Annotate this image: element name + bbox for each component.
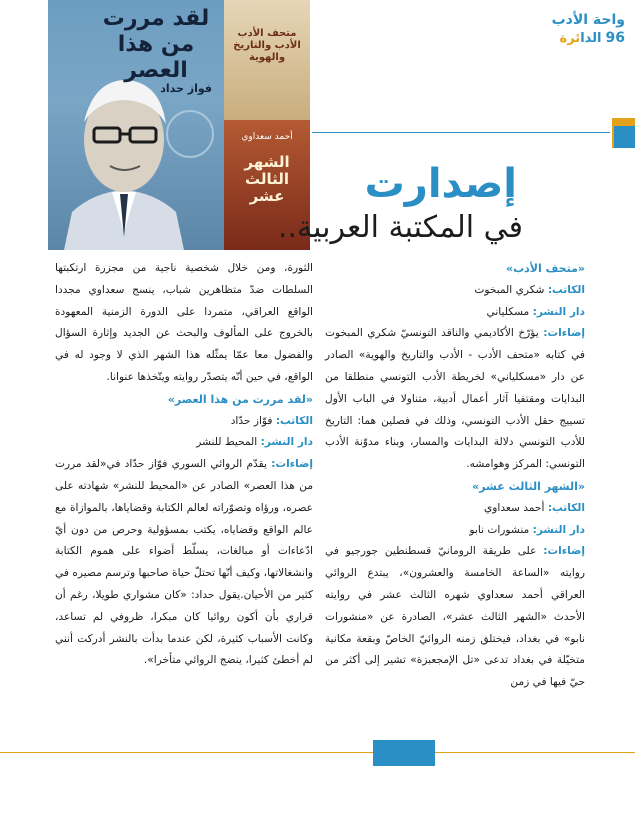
notes-label: إضاءات: [271,458,313,471]
logo-part-a: الدا [580,30,602,46]
notes-label: إضاءات: [543,327,586,340]
publisher-line [325,302,585,324]
author-label: الكاتب: [547,283,585,296]
section-header [533,12,625,46]
magazine-logo [560,31,602,46]
book-heading: «متحف الأدب» [505,262,585,275]
publisher-label: دار النشر: [532,523,585,536]
author-label: الكاتب: [547,501,585,514]
logo-part-b: ئرة [559,30,581,46]
column-right [325,258,585,694]
author-line [325,280,585,302]
cover-title-bottom: الشهر الثالث عشر [244,153,290,205]
page-number: 96 [605,30,625,46]
book-heading: «لقد مررت من هذا العصر» [167,392,313,406]
cover-title-top: متحف الأدب الأدب والتاريخ والهوية [233,28,301,63]
page-title: إصدارت [364,161,517,207]
author-name: فوّاز حدّاد [230,414,273,427]
book-heading: «الشهر الثالث عشر» [472,479,585,493]
author-line [55,411,313,433]
column-left [55,258,313,672]
notes-text: على طريقة الرومانيّ قسطنطين جورجيو في روايته «الساعة الخامسة والعشرون»، يبتدع الروائي العراقي أحمد سعداوي شهره الثالث عشر في روايته الأحدث «الشهر الثالث عشر»، الصادرة عن «منشورات نابو» في بغداد، فيختلق زمنه الروائيّ الخاصّ وبقعة مكانية متخيّلة في بغداد تدعى «تل الإمجعبزة» تشير إلى أكثر من حيّ فيها في زمن [325,545,585,689]
publisher-line [325,520,585,542]
cover-image-literature-museum [224,0,310,120]
notes-text: يؤرّخ الأكاديمي والناقد التونسيّ شكري المبخوت في كتابه «متحف الأدب - الأدب والتاريخ والهوية» الصادر عن دار «مسكلياني» لخريطة الأدب التونسي منطلقا من البدايات ومقتفيا آثار أعمال أدبية، متناولا في الباب الأول تسييج حقل الأدب التونسي، وذلك في فصلين هما: التاريخ للأدب التونسي دلالة البدايات والمسار، وبناء مدوّنة الأدب التونسي: المركز وهوامشه. [325,327,585,471]
publisher-label: دار النشر: [532,305,585,318]
logo-row [533,30,625,46]
book-notes [325,541,585,694]
award-stamp [166,110,214,158]
section-title: واحة الأدب [551,12,625,28]
cover-title-main: لقد مررت من هذا العصر [102,6,210,83]
author-label: الكاتب: [275,414,313,427]
notes-text: يقدّم الروائي السوري فوّاز حدّاد في«لقد مررت من هذا العصر» الصادر عن «المحيط للنشر» شهادته على عصره، ورؤاه وتصوّراته لعالم الكتابة وقضاياها، بالموازاة مع عالم الواقع وقضاياه، يكتب بمسؤولية وحرص من دون أيّ ادّعاءات أو مبالغات، يسلّط أضواء على هموم الكتابة وانشغالاتها، وكيف أنّها تحتلّ حياة صاحبها وترسم مصيره في كثير من الأحيان.يقول حداد: «كان مشواري طويلا، رغم أن قراري بأن أكون روائيا كان مبكرا، ظروفي لم تساعد، وكانت الأسباب كثيرة، لكن عندما بدأت بالنشر أدركت أنني لم أخطئ كثيرا، ينضج الروائي متأخرا». [55,458,313,667]
accent-block-blue [614,126,635,148]
publisher-line [55,432,313,454]
footer-accent-block [373,740,435,766]
page-subtitle: في المكتبة العربية.. [277,210,523,245]
footer-line [0,752,635,753]
continuation-text: الثورة، ومن خلال شخصية ناجية من مجزرة ارتكبتها السلطات ضدّ متظاهرين شباب، ينسج سعداوي مجددا الواقع العراقي، متمردا على الدورة الزمنية المعهودة بالخروج على المألوف والبحث عن الجديد وإثارة السؤال والفضول معا عمّا يمثّله هذا الشهر الذي لا وجود له في الواقع، في حين أنّه يتصدّر روايته ويتّخذها عنوانا. [55,262,313,383]
divider-line [312,132,610,133]
cover-author-main: فواز حداد [160,82,212,95]
author-name: شكري المبخوت [474,283,545,296]
author-line [325,498,585,520]
publisher-name: المحيط للنشر [196,436,258,449]
book-notes [325,323,585,476]
book-notes [55,454,313,672]
publisher-label: دار النشر: [260,436,313,449]
cover-image-main [48,0,224,250]
publisher-name: منشورات نابو [469,523,530,536]
author-name: أحمد سعداوي [483,501,545,514]
notes-label: إضاءات: [543,545,585,558]
publisher-name: مسكلياني [486,305,530,318]
cover-author-bottom: أحمد سعداوي [241,132,293,142]
